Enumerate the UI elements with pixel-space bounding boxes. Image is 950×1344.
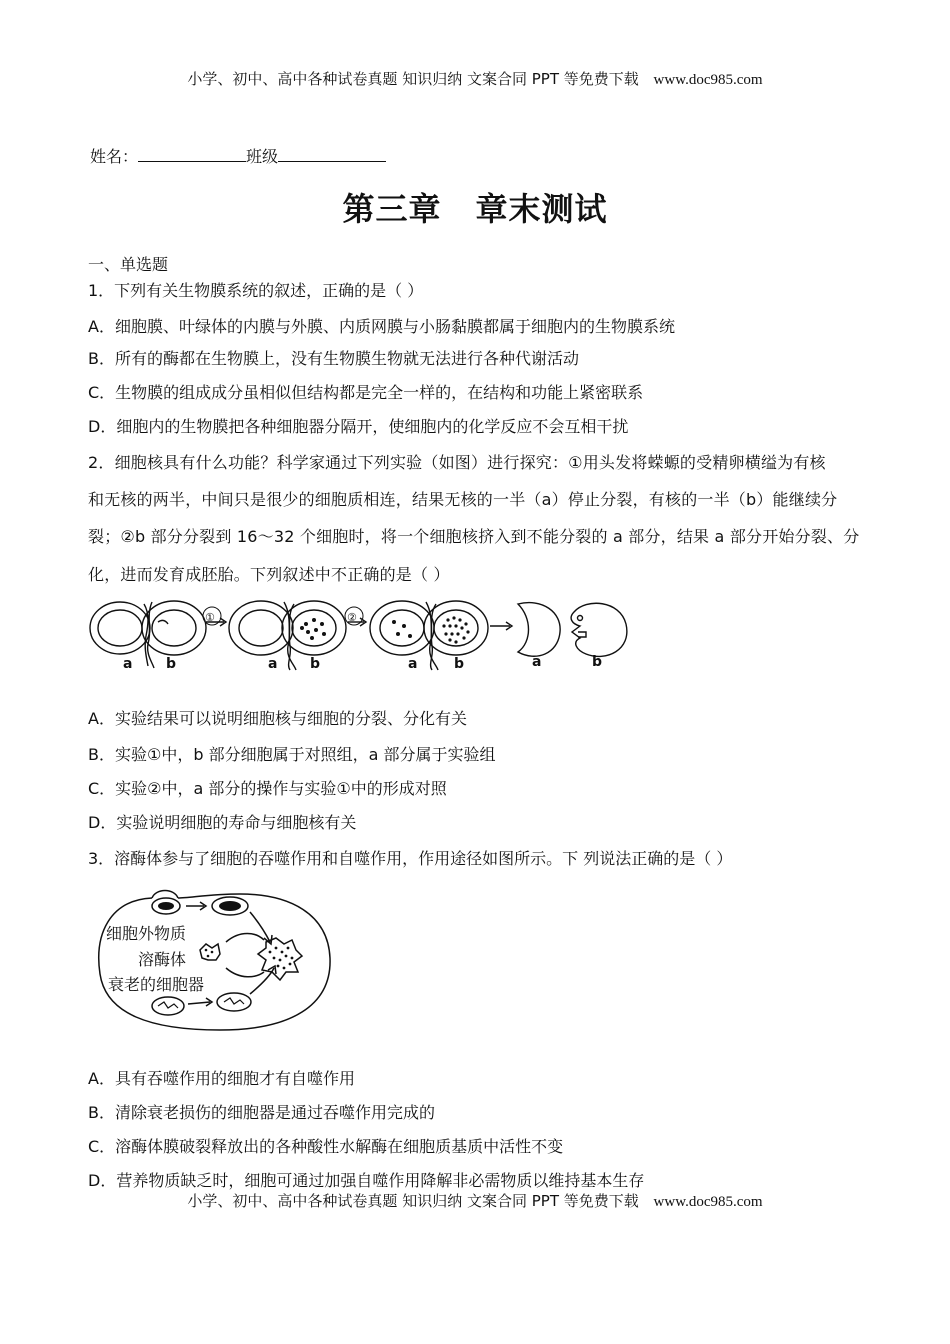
stage2-label-a: a: [268, 656, 278, 672]
embryo-label-a: a: [532, 654, 542, 670]
footer-site: www.doc985.com: [653, 1194, 763, 1210]
embryo-label-b: b: [592, 654, 603, 670]
header-site: www.doc985.com: [653, 72, 763, 88]
label-lysosome: 溶酶体: [138, 950, 187, 969]
stage3-label-a: a: [408, 656, 418, 672]
name-label: 姓名：: [90, 147, 139, 166]
q2-option-c: C．实验②中，a 部分的操作与实验①中的形成对照: [88, 779, 447, 798]
q3-option-a: A．具有吞噬作用的细胞才有自噬作用: [88, 1069, 355, 1088]
page-footer: [0, 1190, 950, 1211]
q3-option-d: D．营养物质缺乏时，细胞可通过加强自噬作用降解非必需物质以维持基本生存: [88, 1171, 645, 1190]
q1-option-b: B．所有的酶都在生物膜上，没有生物膜生物就无法进行各种代谢活动: [88, 349, 579, 368]
label-extracellular-substance: 细胞外物质: [106, 924, 187, 943]
label-aging-organelle: 衰老的细胞器: [108, 975, 205, 994]
title-subtitle: 章末测试: [475, 190, 608, 228]
q2-option-a: A．实验结果可以说明细胞核与细胞的分裂、分化有关: [88, 709, 467, 728]
step-2-label: ②: [347, 611, 357, 624]
step-1-label: ①: [205, 611, 215, 624]
q1-option-d: D．细胞内的生物膜把各种细胞器分隔开，使细胞内的化学反应不会互相干扰: [88, 417, 629, 436]
q1-stem: 1．下列有关生物膜系统的叙述，正确的是（ ）: [88, 281, 424, 300]
section-label: 一、单选题: [88, 255, 169, 274]
page-title: [0, 184, 950, 230]
stage1-label-b: b: [166, 656, 177, 672]
q3-option-b: B．清除衰老损伤的细胞器是通过吞噬作用完成的: [88, 1103, 435, 1122]
footer-text: 小学、初中、高中各种试卷真题 知识归纳 文案合同 PPT 等免费下载: [187, 1192, 639, 1210]
q3-stem: 3．溶酶体参与了细胞的吞噬作用和自噬作用，作用途径如图所示。下 列说法正确的是（ ）: [88, 849, 733, 868]
page-header: [0, 68, 950, 89]
header-text: 小学、初中、高中各种试卷真题 知识归纳 文案合同 PPT 等免费下载: [187, 70, 639, 88]
q2-stem-line-1: 2．细胞核具有什么功能？科学家通过下列实验（如图）进行探究：①用头发将蝾螈的受精卵横缢为有核: [88, 453, 826, 472]
q1-option-a: A．细胞膜、叶绿体的内膜与外膜、内质网膜与小肠黏膜都属于细胞内的生物膜系统: [88, 317, 675, 336]
q3-lysosome-figure: [90, 884, 340, 1036]
name-blank[interactable]: [138, 147, 246, 162]
class-blank[interactable]: [278, 147, 386, 162]
stage1-label-a: a: [123, 656, 133, 672]
q2-option-d: D．实验说明细胞的寿命与细胞核有关: [88, 813, 357, 832]
class-label: 班级: [246, 147, 279, 166]
q2-stem-line-4: 化，进而发育成胚胎。下列叙述中不正确的是（ ）: [88, 565, 450, 584]
q3-option-c: C．溶酶体膜破裂释放出的各种酸性水解酶在细胞质基质中活性不变: [88, 1137, 564, 1156]
q2-newt-experiment-figure: [86, 596, 642, 676]
q2-option-b: B．实验①中，b 部分细胞属于对照组，a 部分属于实验组: [88, 745, 496, 764]
stage2-label-b: b: [310, 656, 321, 672]
stage3-label-b: b: [454, 656, 465, 672]
q2-stem-line-2: 和无核的两半，中间只是很少的细胞质相连，结果无核的一半（a）停止分裂，有核的一半（b）能继续分: [88, 490, 838, 509]
q1-option-c: C．生物膜的组成成分虽相似但结构都是完全一样的，在结构和功能上紧密联系: [88, 383, 644, 402]
title-chapter: 第三章: [342, 190, 442, 228]
student-info-line: [90, 144, 386, 167]
q2-stem-line-3: 裂；②b 部分分裂到 16～32 个细胞时，将一个细胞核挤入到不能分裂的 a 部分，结果 a 部分开始分裂、分: [88, 527, 860, 546]
